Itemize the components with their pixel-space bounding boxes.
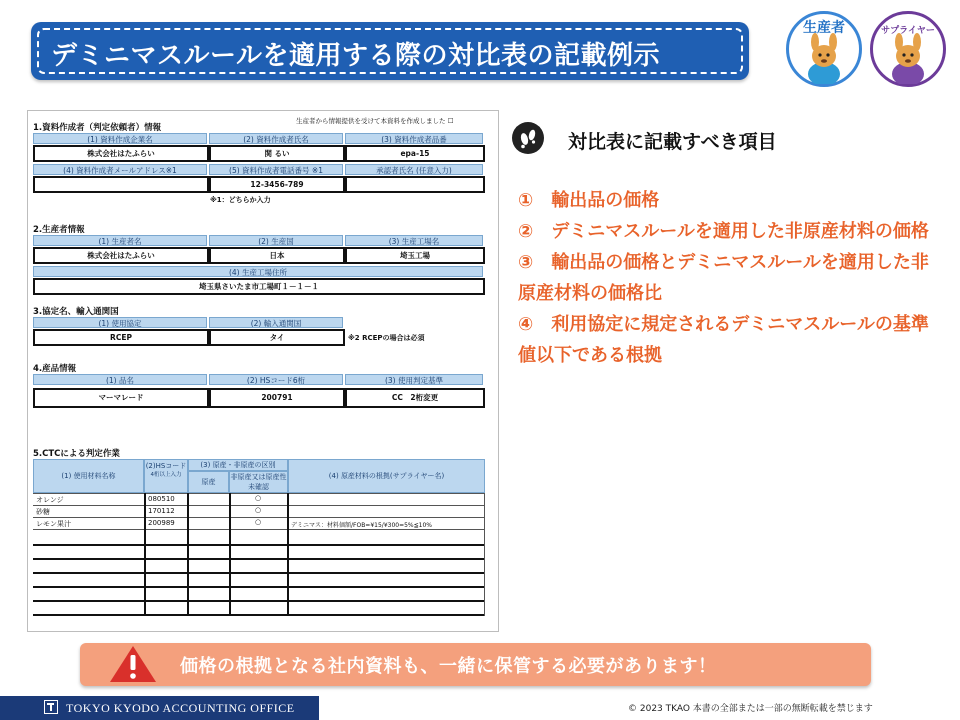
producer-label: 生産者: [803, 20, 845, 36]
creator-phone: 12-3456-789: [209, 176, 345, 193]
comparison-table-form: [27, 110, 499, 632]
sec1-header: 承認者氏名 (任意入力): [345, 164, 483, 175]
company-name: TOKYO KYODO ACCOUNTING OFFICE: [66, 701, 295, 715]
footprint-icon: [512, 122, 544, 154]
material-name: 砂糖: [36, 508, 50, 516]
sec4-header: (2) HSコード6桁: [209, 374, 343, 385]
grid-line: [187, 493, 189, 616]
sec1-header: (3) 資料作成者品番: [345, 133, 483, 144]
sec1-header: (2) 資料作成者氏名: [209, 133, 343, 144]
title-banner: [31, 22, 749, 80]
approver-name: [345, 176, 485, 193]
warning-icon: [108, 644, 158, 684]
grid-line: [144, 493, 146, 616]
items-list: [518, 185, 943, 371]
sec4-header: (3) 使用判定基準: [345, 374, 483, 385]
ctc-col-hs: [144, 459, 188, 493]
product-name: マーマレード: [33, 388, 209, 408]
material-nonorigin: ○: [255, 506, 262, 514]
sec1-header: (5) 資料作成者電話番号 ※1: [209, 164, 343, 175]
sec2-header: (1) 生産者名: [33, 235, 207, 246]
grid-line: [33, 586, 485, 588]
material-nonorigin: ○: [255, 518, 262, 526]
warning-text: 価格の根拠となる社内資料も、一緒に保管する必要があります！: [180, 656, 717, 677]
sec1-header: (1) 資料作成企業名: [33, 133, 207, 144]
warning-banner: [80, 643, 871, 686]
section1-footnote: ※1：どちらか入力: [210, 196, 271, 204]
material-hs: 080510: [148, 495, 175, 503]
section3-title: 3.協定名、輸入通関国: [33, 307, 119, 317]
agreement: RCEP: [33, 329, 209, 346]
creator-email: [33, 176, 209, 193]
footprint-icon-svg: [512, 122, 544, 154]
sec2-header: (2) 生産国: [209, 235, 343, 246]
ctc-col-hs-label: (2)HSコード: [145, 462, 187, 470]
ctc-col-hs-sub: 4桁以上入力: [150, 472, 182, 478]
sec2-address-header: (4) 生産工場住所: [33, 266, 483, 277]
product-criterion: CC 2桁変更: [345, 388, 485, 408]
grid-line: [287, 493, 289, 616]
section2-title: 2.生産者情報: [33, 225, 85, 235]
supplier-label: サプライヤー: [881, 26, 935, 36]
grid-line: [229, 493, 231, 616]
list-item: ① 輸出品の価格: [518, 190, 660, 211]
producer-name: 株式会社はたふらい: [33, 247, 209, 264]
producer-country: 日本: [209, 247, 345, 264]
items-heading: 対比表に記載すべき項目: [568, 131, 777, 153]
factory-address: 埼玉県さいたま市工場町１－１－１: [33, 278, 485, 295]
ctc-col-group: (3) 原産・非原産の区別: [188, 459, 288, 471]
list-item: ③ 輸出品の価格とデミニマスルールを適用した非原産材料の価格比: [518, 252, 929, 304]
ctc-col-origin: 原産: [188, 471, 229, 493]
product-hs-code: 200791: [209, 388, 345, 408]
footer-bar: [0, 696, 319, 720]
grid-line: [33, 529, 485, 530]
grid-line: [33, 572, 485, 574]
import-country: タイ: [209, 329, 345, 346]
grid-line: [33, 558, 485, 560]
producer-mascot: [786, 11, 862, 87]
section3-note: ※2 RCEPの場合は必須: [348, 334, 425, 342]
creator-name: 関 るい: [209, 145, 345, 162]
ctc-col-nonorigin: 非原産又は原産性未確認: [230, 473, 287, 491]
ctc-col-basis: (4) 原産材料の根拠(サプライヤー名): [288, 459, 485, 493]
grid-line: [484, 493, 485, 616]
grid-line: [33, 600, 485, 602]
material-hs: 200989: [148, 519, 175, 527]
material-nonorigin: ○: [255, 494, 262, 502]
form-body: [28, 111, 498, 631]
list-item: ② デミニマスルールを適用した非原産材料の価格: [518, 221, 929, 242]
list-item: ④ 利用協定に規定されるデミニマスルールの基準値以下である根拠: [518, 314, 929, 366]
material-name: オレンジ: [36, 496, 64, 504]
sec2-header: (3) 生産工場名: [345, 235, 483, 246]
section1-title: 1.資料作成者（判定依頼者）情報: [33, 123, 162, 133]
sec4-header: (1) 品名: [33, 374, 207, 385]
sec3-header: (1) 使用協定: [33, 317, 207, 328]
company-logo-icon: [44, 700, 58, 714]
supplier-mascot: [870, 11, 946, 87]
sec3-header: (2) 輸入通関国: [209, 317, 343, 328]
creator-product-number: epa-15: [345, 145, 485, 162]
material-name: レモン果汁: [36, 520, 71, 528]
creator-company: 株式会社はたふらい: [33, 145, 209, 162]
section1-note: 生産者から情報提供を受けて本資料を作成しました ☐: [296, 117, 454, 125]
section5-title: 5.CTCによる判定作業: [33, 449, 120, 459]
title-border: [37, 28, 743, 74]
producer-factory: 埼玉工場: [345, 247, 485, 264]
material-hs: 170112: [148, 507, 175, 515]
grid-line: [33, 544, 485, 546]
section4-title: 4.産品情報: [33, 364, 77, 374]
ctc-col-material: (1) 使用材料名称: [33, 459, 144, 493]
copyright: © 2023 TKAO 本書の全部または一部の無断転載を禁じます: [628, 704, 873, 714]
page-title: デミニマスルールを適用する際の対比表の記載例示: [51, 41, 660, 71]
grid-line: [33, 614, 485, 616]
material-basis: デミニマス：材料価額/FOB=¥15/¥300=5%≦10%: [291, 522, 432, 529]
sec1-header: (4) 資料作成者メールアドレス※1: [33, 164, 207, 175]
